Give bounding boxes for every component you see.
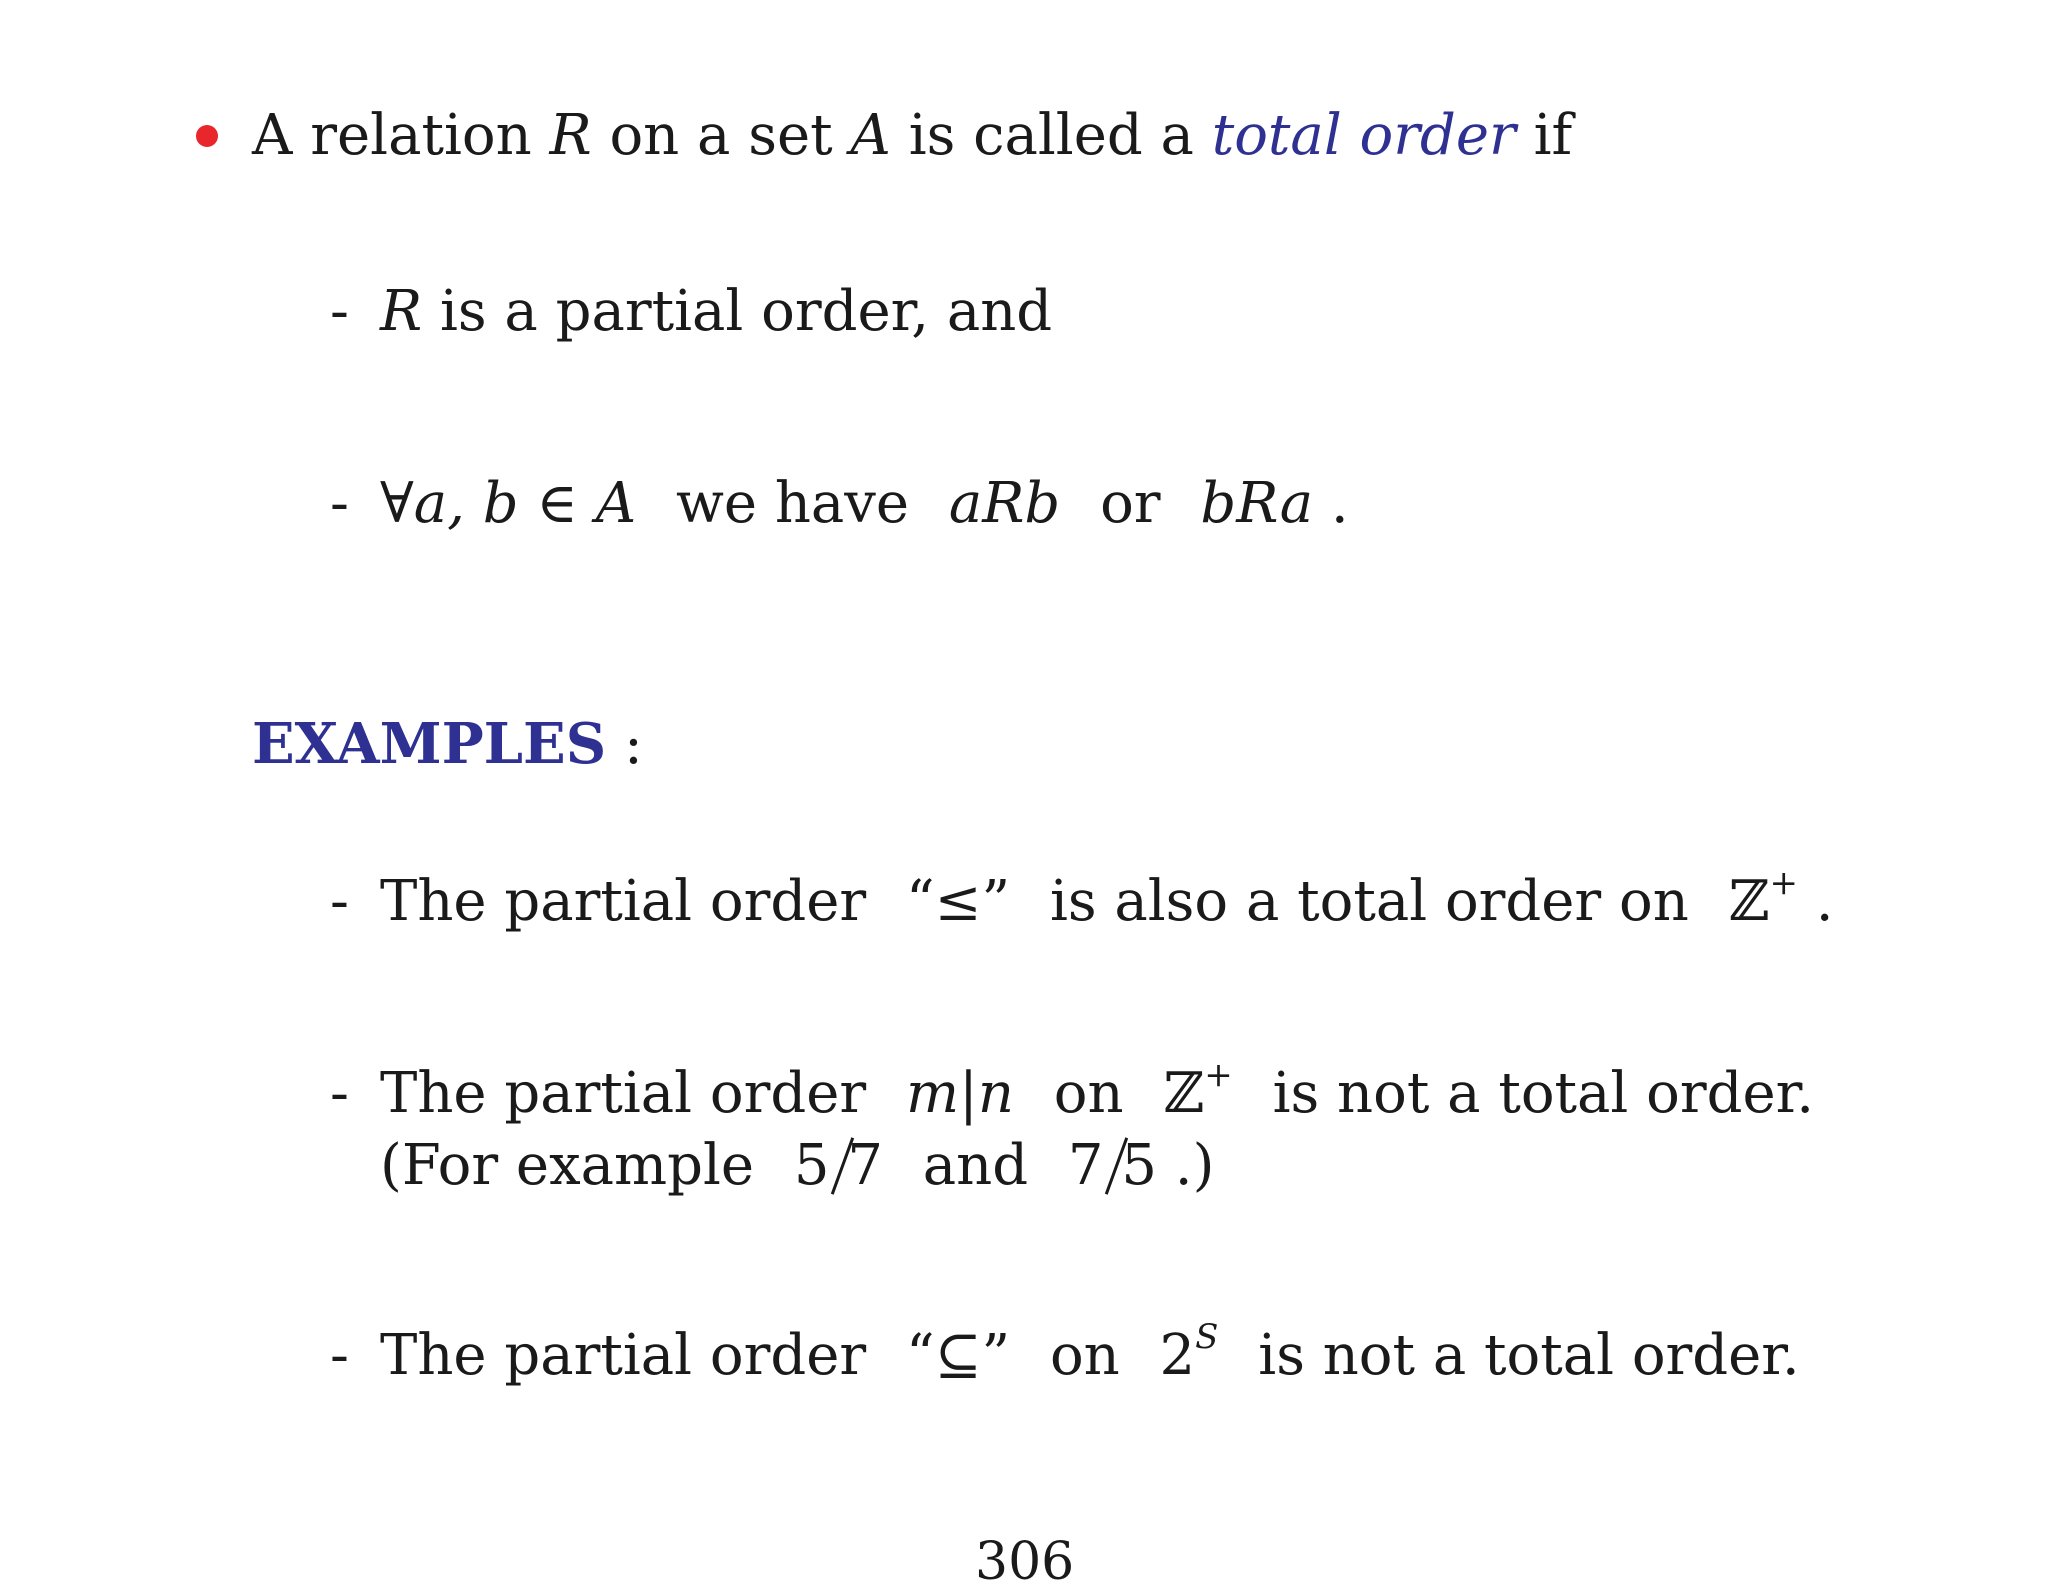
text: is not a total order. <box>1258 1323 1800 1388</box>
math-symbol: “≤” <box>905 869 1011 934</box>
defined-term: total order <box>1211 103 1516 168</box>
text: on <box>1053 1061 1124 1126</box>
math-set <box>1728 863 1798 934</box>
text: we have <box>675 471 910 536</box>
math-num: 7 <box>1067 1133 1104 1198</box>
page-number: 306 <box>975 1532 1075 1592</box>
text: and <box>922 1133 1029 1198</box>
math-powerset <box>1159 1317 1219 1388</box>
math-expr: bRa <box>1200 471 1314 536</box>
condition-2 <box>380 471 1349 536</box>
math-num: 7 <box>847 1133 883 1198</box>
bullet-icon <box>196 125 218 147</box>
dash-marker: - <box>330 1323 349 1388</box>
superscript: + <box>1769 863 1798 903</box>
example-2-line-1 <box>380 1055 1815 1126</box>
math-var: A <box>850 103 891 168</box>
text: is a partial order, and <box>439 279 1053 344</box>
math-num: 5 <box>1121 1133 1157 1198</box>
example-2-line-2 <box>380 1133 1215 1198</box>
example-3 <box>380 1317 1800 1388</box>
set-symbol: ℤ <box>1728 869 1770 934</box>
text: The partial order <box>380 1323 867 1388</box>
text: or <box>1100 471 1161 536</box>
text: is also a total order on <box>1049 869 1689 934</box>
text: The partial order <box>380 869 867 934</box>
math-var: R <box>380 279 423 344</box>
dash-marker: - <box>330 869 349 934</box>
not-divides <box>1121 1133 1157 1198</box>
text: . <box>1815 869 1834 934</box>
text: if <box>1533 103 1573 168</box>
superscript: + <box>1204 1055 1233 1095</box>
definition-line <box>252 103 1573 168</box>
text: .) <box>1174 1133 1215 1198</box>
math-quantifier: ∀a, b ∈ A <box>380 471 637 536</box>
base: 2 <box>1159 1323 1196 1388</box>
examples-heading <box>252 711 643 777</box>
condition-1 <box>380 279 1053 344</box>
text: : <box>624 712 643 777</box>
math-num: 5 <box>793 1133 830 1198</box>
text: A relation <box>252 103 532 168</box>
text: is called a <box>908 103 1194 168</box>
superscript: S <box>1195 1317 1219 1357</box>
text: on <box>1049 1323 1120 1388</box>
dash-marker: - <box>330 471 349 536</box>
set-symbol: ℤ <box>1163 1061 1205 1126</box>
dash-marker: - <box>330 1061 349 1126</box>
heading-label: EXAMPLES <box>252 711 607 777</box>
text: on a set <box>609 103 833 168</box>
text: . <box>1330 471 1349 536</box>
dash-marker: - <box>330 279 349 344</box>
example-1 <box>380 863 1834 934</box>
not-divides <box>847 1133 883 1198</box>
math-var: R <box>549 103 592 168</box>
text: (For example <box>380 1133 755 1198</box>
math-set <box>1163 1055 1233 1126</box>
math-symbol: “⊆” <box>905 1323 1011 1388</box>
math-expr: m|n <box>905 1061 1014 1126</box>
text: The partial order <box>380 1061 867 1126</box>
math-expr: aRb <box>948 471 1061 536</box>
text: is not a total order. <box>1272 1061 1815 1126</box>
